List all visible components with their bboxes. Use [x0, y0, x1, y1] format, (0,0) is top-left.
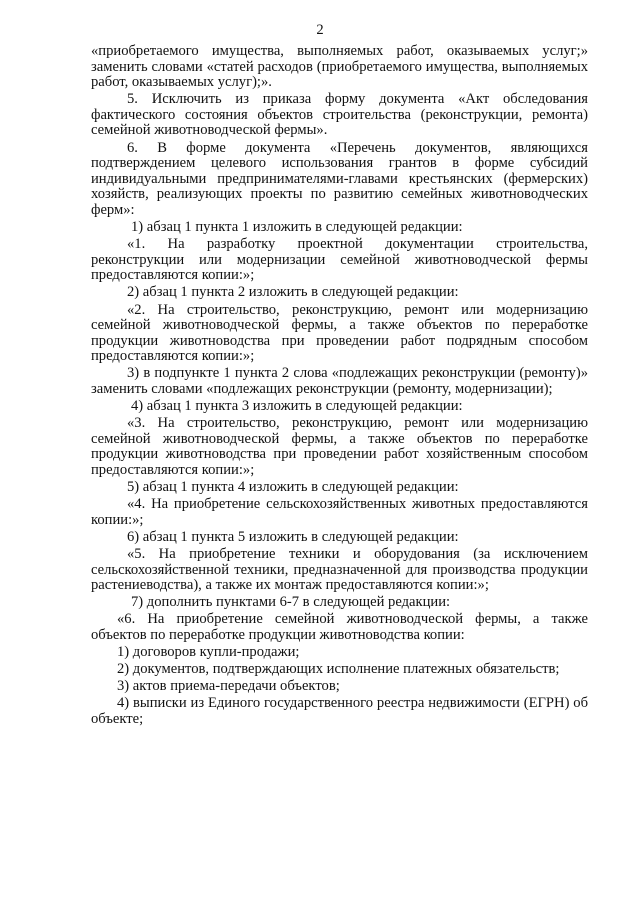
quoted-point-1: «1. На разработку проектной документации строительства, реконструкции или модернизации семейной животноводческой фермы предоставляются копии:»; — [91, 236, 588, 284]
quoted-point-3: «3. На строительство, реконструкцию, ремонт или модернизацию семейной животноводческой фермы, а также объектов по переработке продукции животноводства при проведении работ хозяйственным способом предоставляются копии:»; — [91, 415, 588, 478]
paragraph-item-5: 5. Исключить из приказа форму документа «Акт обследования фактического состояния объектов строительства (реконструкции, ремонта) семейной животноводческой фермы». — [91, 91, 588, 139]
list-item-2: 2) документов, подтверждающих исполнение платежных обязательств; — [117, 661, 560, 678]
page-number: 2 — [316, 22, 324, 38]
subitem-6: 6) абзац 1 пункта 5 изложить в следующей редакции: — [127, 528, 459, 545]
list-item-4: 4) выписки из Единого государственного реестра недвижимости (ЕГРН) об объекте; — [91, 695, 588, 727]
list-item-1: 1) договоров купли-продажи; — [117, 643, 300, 660]
list-item-3: 3) актов приема-передачи объектов; — [117, 678, 340, 695]
quoted-point-4: «4. На приобретение сельскохозяйственных животных предоставляются копии:»; — [91, 496, 588, 528]
paragraph-item-6: 6. В форме документа «Перечень документов, являющихся подтверждением целевого использования грантов в форме субсидий индивидуальными предпринимателями-главами крестьянских (фермерских) хозяйств, реализующих проекты по развитию семейных животноводческих ферм»: — [91, 139, 588, 218]
subitem-2: 2) абзац 1 пункта 2 изложить в следующей редакции: — [127, 284, 459, 301]
subitem-3: 3) в подпункте 1 пункта 2 слова «подлежащих реконструкции (ремонту)» заменить словами «подлежащих реконструкции (ремонту, модернизации); — [91, 365, 588, 397]
paragraph-continuation: «приобретаемого имущества, выполняемых работ, оказываемых услуг;» заменить словами «статей расходов (приобретаемого имущества, выполняемых работ, оказываемых услуг);». — [91, 43, 588, 91]
subitem-1: 1) абзац 1 пункта 1 изложить в следующей редакции: — [131, 219, 463, 236]
quoted-point-2: «2. На строительство, реконструкцию, ремонт или модернизацию семейной животноводческой фермы, а также объектов по переработке продукции животноводства при проведении работ подрядным способом предоставляются копии:»; — [91, 301, 588, 365]
quoted-point-5: «5. На приобретение техники и оборудования (за исключением сельскохозяйственной техники, предназначенной для производства продукции растениеводства), а также их монтаж предоставляются копии:»; — [91, 545, 588, 594]
document-body — [91, 44, 588, 729]
quoted-point-6: «6. На приобретение семейной животноводческой фермы, а также объектов по переработке продукции животноводства копии: — [91, 611, 588, 643]
subitem-5: 5) абзац 1 пункта 4 изложить в следующей редакции: — [127, 479, 459, 496]
subitem-4: 4) абзац 1 пункта 3 изложить в следующей редакции: — [131, 398, 463, 415]
subitem-7: 7) дополнить пунктами 6-7 в следующей редакции: — [131, 594, 451, 611]
